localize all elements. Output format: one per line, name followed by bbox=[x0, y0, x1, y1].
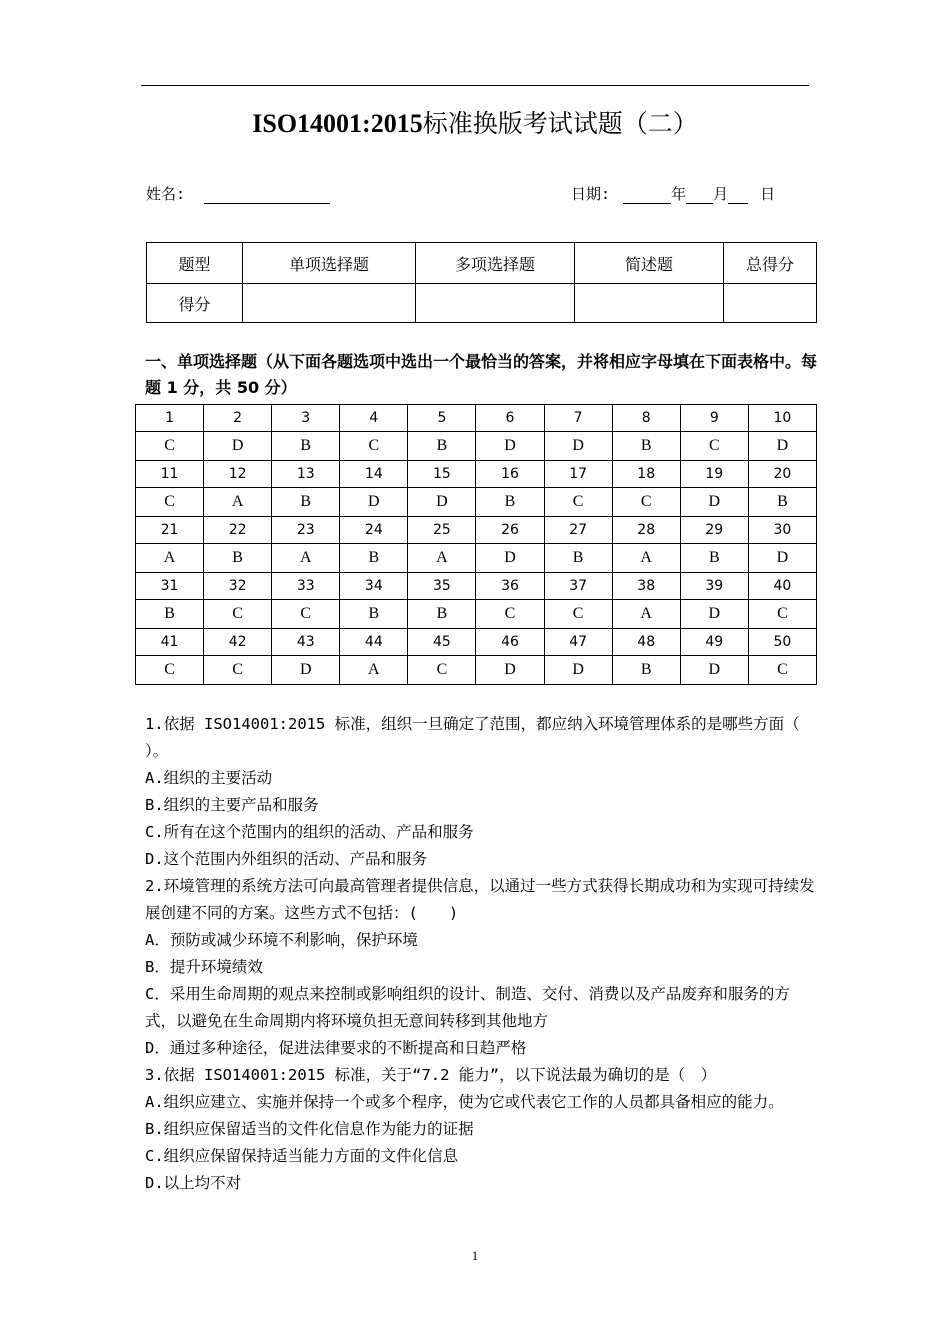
name-field bbox=[146, 183, 330, 204]
question-number-cell: 5 bbox=[408, 405, 476, 432]
year-blank[interactable] bbox=[623, 185, 671, 204]
answer-cell: D bbox=[748, 544, 816, 573]
answer-cell: A bbox=[340, 656, 408, 685]
score-header-cell: 总得分 bbox=[724, 243, 817, 284]
question-number-row bbox=[136, 461, 817, 488]
answer-row bbox=[136, 432, 817, 461]
answer-cell: C bbox=[544, 600, 612, 629]
question-option: C．采用生命周期的观点来控制或影响组织的设计、制造、交付、消费以及产品废弃和服务的方式，以避免在生命周期内将环境负担无意间转移到其他地方 bbox=[145, 985, 790, 1030]
question-option: A.组织应建立、实施并保持一个或多个程序，使为它或代表它工作的人员都具备相应的能力。 bbox=[145, 1093, 784, 1111]
answer-cell: C bbox=[340, 432, 408, 461]
question-number-cell: 47 bbox=[544, 629, 612, 656]
name-label: 姓名: bbox=[146, 185, 186, 203]
answer-cell: C bbox=[544, 488, 612, 517]
question-number-cell: 2 bbox=[204, 405, 272, 432]
question-number-cell: 13 bbox=[272, 461, 340, 488]
title-text: 标准换版考试试题（二） bbox=[422, 109, 698, 138]
question-number-cell: 33 bbox=[272, 573, 340, 600]
answer-cell: D bbox=[204, 432, 272, 461]
question-number-cell: 38 bbox=[612, 573, 680, 600]
answer-cell: B bbox=[136, 600, 204, 629]
answer-cell: C bbox=[272, 600, 340, 629]
question-number-cell: 41 bbox=[136, 629, 204, 656]
question-stem: 1.依据 ISO14001:2015 标准，组织一旦确定了范围，都应纳入环境管理体系的是哪些方面（ ）。 bbox=[145, 715, 800, 760]
question-number-cell: 34 bbox=[340, 573, 408, 600]
answer-cell: B bbox=[408, 600, 476, 629]
score-value-row bbox=[147, 284, 817, 323]
answer-cell: A bbox=[408, 544, 476, 573]
question-number-cell: 22 bbox=[204, 517, 272, 544]
answer-cell: C bbox=[612, 488, 680, 517]
score-header-cell: 多项选择题 bbox=[416, 243, 575, 284]
answer-cell: B bbox=[204, 544, 272, 573]
score-header-cell: 题型 bbox=[147, 243, 243, 284]
question-number-cell: 35 bbox=[408, 573, 476, 600]
question-option: B．提升环境绩效 bbox=[145, 958, 263, 976]
day-blank[interactable] bbox=[728, 185, 748, 204]
question-number-cell: 27 bbox=[544, 517, 612, 544]
section-heading: 一、单项选择题（从下面各题选项中选出一个最恰当的答案，并将相应字母填在下面表格中。每题 1 分，共 50 分） bbox=[145, 352, 818, 397]
answer-cell: C bbox=[136, 656, 204, 685]
question-number-cell: 42 bbox=[204, 629, 272, 656]
question-stem: 3.依据 ISO14001:2015 标准，关于“7.2 能力”，以下说法最为确切的是（ ） bbox=[145, 1066, 717, 1084]
question-number-cell: 39 bbox=[680, 573, 748, 600]
month-blank[interactable] bbox=[686, 185, 713, 204]
answer-cell: A bbox=[272, 544, 340, 573]
score-cell[interactable] bbox=[243, 284, 416, 323]
answer-cell: B bbox=[476, 488, 544, 517]
year-label: 年 bbox=[671, 185, 687, 203]
answer-cell: A bbox=[136, 544, 204, 573]
question-number-cell: 11 bbox=[136, 461, 204, 488]
question-number-cell: 17 bbox=[544, 461, 612, 488]
answer-cell: D bbox=[544, 656, 612, 685]
answer-cell: C bbox=[748, 600, 816, 629]
answer-cell: B bbox=[544, 544, 612, 573]
question-option: B.组织的主要产品和服务 bbox=[145, 796, 319, 814]
answer-cell: C bbox=[408, 656, 476, 685]
answer-cell: C bbox=[680, 432, 748, 461]
question-number-cell: 19 bbox=[680, 461, 748, 488]
answer-cell: B bbox=[272, 432, 340, 461]
question-number-cell: 28 bbox=[612, 517, 680, 544]
answer-cell: D bbox=[476, 544, 544, 573]
answer-cell: B bbox=[340, 544, 408, 573]
answer-cell: B bbox=[272, 488, 340, 517]
score-row-label: 得分 bbox=[147, 284, 243, 323]
question-number-cell: 12 bbox=[204, 461, 272, 488]
answer-cell: A bbox=[612, 544, 680, 573]
question-number-cell: 15 bbox=[408, 461, 476, 488]
answer-cell: C bbox=[476, 600, 544, 629]
question-number-cell: 44 bbox=[340, 629, 408, 656]
question-number-cell: 24 bbox=[340, 517, 408, 544]
question-option: A.组织的主要活动 bbox=[145, 769, 273, 787]
question-number-row bbox=[136, 629, 817, 656]
answer-cell: B bbox=[612, 656, 680, 685]
answer-row bbox=[136, 656, 817, 685]
answer-cell: D bbox=[340, 488, 408, 517]
answer-cell: D bbox=[476, 656, 544, 685]
question-number-row bbox=[136, 517, 817, 544]
question-number-row bbox=[136, 405, 817, 432]
answer-cell: B bbox=[340, 600, 408, 629]
question-number-cell: 36 bbox=[476, 573, 544, 600]
question-number-cell: 29 bbox=[680, 517, 748, 544]
question-stem: 2.环境管理的系统方法可向最高管理者提供信息，以通过一些方式获得长期成功和为实现可持续发展创建不同的方案。这些方式不包括：( ) bbox=[145, 877, 815, 922]
question-number-cell: 1 bbox=[136, 405, 204, 432]
question-option: B.组织应保留适当的文件化信息作为能力的证据 bbox=[145, 1120, 474, 1138]
question-number-cell: 3 bbox=[272, 405, 340, 432]
header-rule bbox=[141, 85, 809, 86]
question-number-cell: 7 bbox=[544, 405, 612, 432]
question-number-cell: 30 bbox=[748, 517, 816, 544]
score-cell[interactable] bbox=[575, 284, 724, 323]
date-label: 日期: bbox=[571, 185, 611, 203]
score-header-cell: 单项选择题 bbox=[243, 243, 416, 284]
answer-row bbox=[136, 544, 817, 573]
answer-cell: C bbox=[136, 488, 204, 517]
answer-cell: B bbox=[680, 544, 748, 573]
question-option: A．预防或减少环境不利影响，保护环境 bbox=[145, 931, 418, 949]
answer-cell: B bbox=[612, 432, 680, 461]
answer-cell: D bbox=[272, 656, 340, 685]
question-number-cell: 31 bbox=[136, 573, 204, 600]
question-number-cell: 10 bbox=[748, 405, 816, 432]
answer-cell: A bbox=[612, 600, 680, 629]
answer-cell: A bbox=[204, 488, 272, 517]
question-number-cell: 45 bbox=[408, 629, 476, 656]
question-option: D.这个范围内外组织的活动、产品和服务 bbox=[145, 850, 428, 868]
score-table bbox=[146, 242, 817, 323]
answer-cell: D bbox=[748, 432, 816, 461]
answer-cell: D bbox=[544, 432, 612, 461]
answer-cell: D bbox=[680, 600, 748, 629]
question-number-cell: 9 bbox=[680, 405, 748, 432]
score-header-cell: 简述题 bbox=[575, 243, 724, 284]
answer-cell: D bbox=[680, 656, 748, 685]
question-number-cell: 16 bbox=[476, 461, 544, 488]
page-title bbox=[0, 104, 950, 140]
answer-cell: B bbox=[408, 432, 476, 461]
score-cell[interactable] bbox=[724, 284, 817, 323]
answer-cell: D bbox=[476, 432, 544, 461]
question-number-cell: 46 bbox=[476, 629, 544, 656]
answer-key-table bbox=[135, 404, 817, 685]
question-number-cell: 14 bbox=[340, 461, 408, 488]
answer-cell: C bbox=[136, 432, 204, 461]
question-option: D.以上均不对 bbox=[145, 1174, 242, 1192]
answer-cell: C bbox=[204, 600, 272, 629]
answer-row bbox=[136, 600, 817, 629]
month-label: 月 bbox=[713, 185, 729, 203]
question-number-cell: 49 bbox=[680, 629, 748, 656]
question-number-cell: 4 bbox=[340, 405, 408, 432]
question-number-cell: 23 bbox=[272, 517, 340, 544]
score-header-row bbox=[147, 243, 817, 284]
date-field bbox=[571, 183, 775, 204]
question-number-cell: 8 bbox=[612, 405, 680, 432]
question-number-cell: 6 bbox=[476, 405, 544, 432]
question-number-cell: 37 bbox=[544, 573, 612, 600]
answer-cell: C bbox=[204, 656, 272, 685]
name-blank[interactable] bbox=[204, 185, 330, 204]
question-number-cell: 43 bbox=[272, 629, 340, 656]
question-number-cell: 21 bbox=[136, 517, 204, 544]
question-number-row bbox=[136, 573, 817, 600]
score-cell[interactable] bbox=[416, 284, 575, 323]
answer-row bbox=[136, 488, 817, 517]
question-number-cell: 32 bbox=[204, 573, 272, 600]
question-number-cell: 20 bbox=[748, 461, 816, 488]
question-number-cell: 48 bbox=[612, 629, 680, 656]
answer-cell: D bbox=[680, 488, 748, 517]
question-list bbox=[145, 711, 817, 1197]
question-option: C.所有在这个范围内的组织的活动、产品和服务 bbox=[145, 823, 474, 841]
question-option: D．通过多种途径，促进法律要求的不断提高和日趋严格 bbox=[145, 1039, 527, 1057]
answer-cell: D bbox=[408, 488, 476, 517]
title-standard: ISO14001:2015 bbox=[252, 109, 423, 138]
answer-cell: B bbox=[748, 488, 816, 517]
page-number: 1 bbox=[471, 1248, 479, 1263]
question-number-cell: 26 bbox=[476, 517, 544, 544]
question-option: C.组织应保留保持适当能力方面的文件化信息 bbox=[145, 1147, 459, 1165]
question-number-cell: 50 bbox=[748, 629, 816, 656]
question-number-cell: 18 bbox=[612, 461, 680, 488]
question-number-cell: 40 bbox=[748, 573, 816, 600]
question-number-cell: 25 bbox=[408, 517, 476, 544]
day-label: 日 bbox=[760, 185, 776, 203]
answer-cell: C bbox=[748, 656, 816, 685]
